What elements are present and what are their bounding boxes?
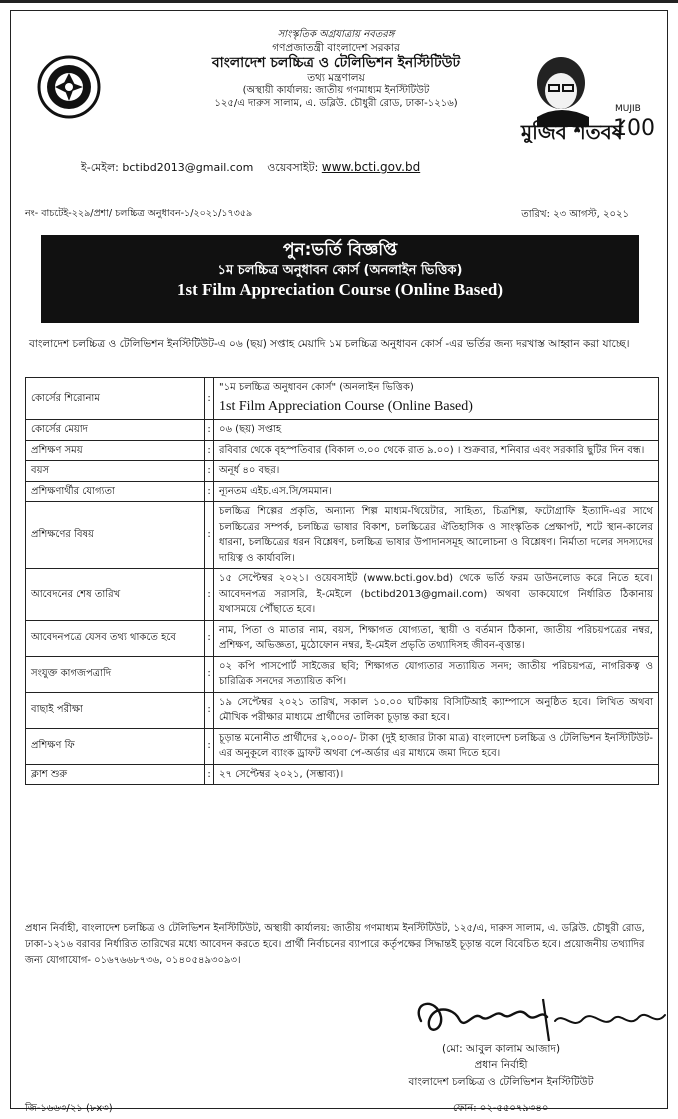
course-title-bangla: "১ম চলচ্চিত্র অনুধাবন কোর্স" (অনলাইন ভিত্তিক) (219, 382, 414, 393)
row-value: ২৭ সেপ্টেম্বর ২০২১, (সম্ভাব্য)। (214, 764, 659, 785)
banner-subtitle-english: 1st Film Appreciation Course (Online Based) (177, 280, 503, 300)
row-label: বাছাই পরীক্ষা (26, 692, 205, 728)
ministry-name: তথ্য মন্ত্রণালয় (307, 72, 365, 85)
email-address: bctibd2013@gmail.com (122, 161, 254, 174)
row-colon: : (205, 764, 214, 785)
row-label: প্রশিক্ষণ সময় (26, 440, 205, 461)
mujib-bangla-text: মুজিব শতবর্ষ (521, 120, 623, 143)
row-value: ১৯ সেপ্টেম্বর ২০২১ তারিখ, সকাল ১০.০০ ঘটিকায় বিসিটিআই ক্যাম্পাসে অনুষ্ঠিত হবে। লিখিত অথবা মৌখিক পরীক্ষার মাধ্যমে প্রার্থীদের তালিকা চূড়ান্ত করা হবে। (214, 692, 659, 728)
intro-paragraph: বাংলাদেশ চলচ্চিত্র ও টেলিভিশন ইনস্টিটিউট-এ ০৬ (ছয়) সপ্তাহ মেয়াদি ১ম চলচ্চিত্র অনুধাবন কোর্স -এর ভর্তির জন্য দরখাস্ত আহ্বান করা যাচ্ছে। (29, 338, 630, 350)
banner-subtitle-bangla: ১ম চলচ্চিত্র অনুধাবন কোর্স (অনলাইন ভিত্তিক) (217, 262, 463, 278)
row-colon: : (205, 569, 214, 621)
row-value: ০২ কপি পাসপোর্ট সাইজের ছবি; শিক্ষাগত যোগ্যতার সত্যায়িত সনদ; জাতীয় পরিচয়পত্র, নাগরিকত্ব ও চারিত্রিক সনদের সত্যায়িত কপি। (214, 656, 659, 692)
email-label: ই-মেইল: (81, 161, 119, 174)
signature-icon (407, 991, 677, 1043)
row-colon: : (205, 481, 214, 502)
letterhead (11, 11, 667, 201)
row-colon: : (205, 461, 214, 482)
mujib-en-text: MUJIB (615, 104, 641, 114)
row-colon: : (205, 420, 214, 441)
signatory-name: (মো: আবুল কালাম আজাদ) (441, 1043, 561, 1055)
mujib-number-text: 100 (613, 116, 655, 141)
mujib-centenary-logo-icon (519, 47, 655, 143)
table-row (26, 461, 659, 482)
top-border-line (0, 0, 678, 3)
memo-number: নং- বাচটেই-২২৯/প্রশা/ চলচ্চিত্র অনুধাবন-১/২০২১/১৭৩৫৯ (25, 208, 253, 219)
table-row (26, 656, 659, 692)
table-row (26, 692, 659, 728)
row-value: ১৫ সেপ্টেম্বর ২০২১। ওয়েবসাইট (www.bcti.gov.bd) থেকে ভর্তি ফরম ডাউনলোড করে নিতে হবে। আবেদনপত্র সরাসরি, ই-মেইলে (bctibd2013@gmail.com) অথবা ডাকযোগে নির্ধারিত ঠিকানায় যথাসময়ে পৌঁছাতে হবে। (214, 569, 659, 621)
row-colon: : (205, 728, 214, 764)
table-row (26, 620, 659, 656)
letterhead-text (121, 29, 551, 110)
row-label: আবেদনপত্রে যেসব তথ্য থাকতে হবে (26, 620, 205, 656)
row-colon: : (205, 378, 214, 420)
row-value: ন্যূনতম এইচ.এস.সি/সমমান। (214, 481, 659, 502)
course-info-table (25, 377, 659, 785)
institute-name: বাংলাদেশ চলচ্চিত্র ও টেলিভিশন ইনস্টিটিউট (211, 54, 461, 71)
row-colon: : (205, 656, 214, 692)
row-value: নাম, পিতা ও মাতার নাম, বয়স, শিক্ষাগত যোগ্যতা, স্থায়ী ও বর্তমান ঠিকানা, জাতীয় পরিচয়পত্রের নম্বর, প্রশিক্ষণ, অভিজ্ঞতা, মুঠোফোন নম্বর, ই-মেইল প্রভৃতি তথ্যাদিসহ জীবন-বৃত্তান্ত। (214, 620, 659, 656)
row-label: ক্লাশ শুরু (26, 764, 205, 785)
table-row (26, 764, 659, 785)
bcti-logo-icon (37, 55, 101, 119)
row-label: প্রশিক্ষণের বিষয় (26, 502, 205, 569)
tagline: সাংস্কৃতিক অগ্রযাত্রায় নবতরঙ্গ (277, 29, 395, 40)
row-value (214, 378, 659, 420)
table-row (26, 481, 659, 502)
website-url: www.bcti.gov.bd (321, 160, 421, 174)
memo-date: তারিখ: ২৩ আগস্ট, ২০২১ (521, 209, 629, 220)
banner-title: পুন:ভর্তি বিজ্ঞপ্তি (282, 240, 398, 260)
row-value: রবিবার থেকে বৃহস্পতিবার (বিকাল ৩.০০ থেকে রাত ৯.০০) । শুক্রবার, শনিবার এবং সরকারি ছুটির দিন বন্ধ। (214, 440, 659, 461)
website-label: ওয়েবসাইট: (267, 161, 319, 174)
office-phone: ফোন: ০২-৫৫০৭৯৩৪০ (453, 1103, 549, 1114)
publication-code: জি-১৬৬৩/২১ (৮x৩) (25, 1103, 113, 1114)
table-row (26, 440, 659, 461)
row-colon: : (205, 440, 214, 461)
row-colon: : (205, 620, 214, 656)
table-row (26, 728, 659, 764)
row-label: বয়স (26, 461, 205, 482)
row-value: অনূর্ধ ৪০ বছর। (214, 461, 659, 482)
address-line: ১২৫/এ দারুস সালাম, এ. ডব্লিউ. চৌধুরী রোড, ঢাকা-১২১৬) (214, 97, 458, 109)
row-label: প্রশিক্ষণার্থীর যোগ্যতা (26, 481, 205, 502)
course-title-english: 1st Film Appreciation Course (Online Based) (219, 398, 473, 414)
application-instructions: প্রধান নির্বাহী, বাংলাদেশ চলচ্চিত্র ও টেলিভিশন ইনস্টিটিউট, অস্থায়ী কার্যালয়: জাতীয় গণমাধ্যম ইনস্টিটিউট, ১২৫/এ, দারুস সালাম, এ. ডব্লিউ. চৌধুরী রোড, ঢাকা-১২১৬ বরাবর নির্ধারিত তারিখের মধ্যে আবেদন করতে হবে। প্রার্থী নির্বাচনের ব্যাপারে কর্তৃপক্ষের সিদ্ধান্তই চূড়ান্ত বলে বিবেচিত হবে। প্রয়োজনীয় তথ্যাদির জন্য যোগাযোগ- ০১৬৭৬৬৮৭৩৬, ০১৪০৫৪৯৩০৯৩। (25, 923, 645, 966)
contact-line (81, 159, 420, 178)
row-colon: : (205, 692, 214, 728)
table-row (26, 569, 659, 621)
row-value: চলচ্চিত্র শিল্পের প্রকৃতি, অন্যান্য শিল্প মাধ্যম-থিয়েটার, সাহিত্য, চিত্রশিল্প, ফটোগ্রাফি ইত্যাদি-এর সাথে চলচ্চিত্রের সম্পর্ক, চলচ্চিত্র ভাষার বিকাশ, চলচ্চিত্রের ঐতিহাসিক ও সাংস্কৃতিক প্রেক্ষাপট, শটে স্থান-কালের ধারনা, চলচ্চিত্রের ধরন বিশ্লেষণ, চলচ্চিত্র ভাষার উপাদানসমূহ আলোচনা ও বিশ্লেষণ। নির্মাতা দলের সদস্যদের দায়িত্ব ও কার্যাবলি। (214, 502, 659, 569)
row-value: চূড়ান্ত মনোনীত প্রার্থীদের ২,০০০/- টাকা (দুই হাজার টাকা মাত্র) বাংলাদেশ চলচ্চিত্র ও টেলিভিশন ইনস্টিটিউট-এর অনুকূলে ব্যাংক ড্রাফট অথবা পে-অর্ডার এর মাধ্যমে জমা দিতে হবে। (214, 728, 659, 764)
government-name: গণপ্রজাতন্ত্রী বাংলাদেশ সরকার (272, 41, 400, 54)
row-value: ০৬ (ছয়) সপ্তাহ (214, 420, 659, 441)
row-label: কোর্সের মেয়াদ (26, 420, 205, 441)
table-row (26, 502, 659, 569)
signatory-org: বাংলাদেশ চলচ্চিত্র ও টেলিভিশন ইনস্টিটিউট (408, 1075, 594, 1088)
notice-banner (41, 235, 639, 323)
row-label: আবেদনের শেষ তারিখ (26, 569, 205, 621)
row-colon: : (205, 502, 214, 569)
table-row (26, 420, 659, 441)
notice-page (10, 10, 668, 1114)
row-label: কোর্সের শিরোনাম (26, 378, 205, 420)
row-label: সংযুক্ত কাগজপত্রাদি (26, 656, 205, 692)
office-line: (অস্থায়ী কার্যালয়: জাতীয় গণমাধ্যম ইনস্টিটিউট (242, 85, 430, 97)
signatory-block (351, 1041, 651, 1090)
row-label: প্রশিক্ষণ ফি (26, 728, 205, 764)
table-row (26, 378, 659, 420)
signatory-title: প্রধান নির্বাহী (474, 1059, 528, 1072)
